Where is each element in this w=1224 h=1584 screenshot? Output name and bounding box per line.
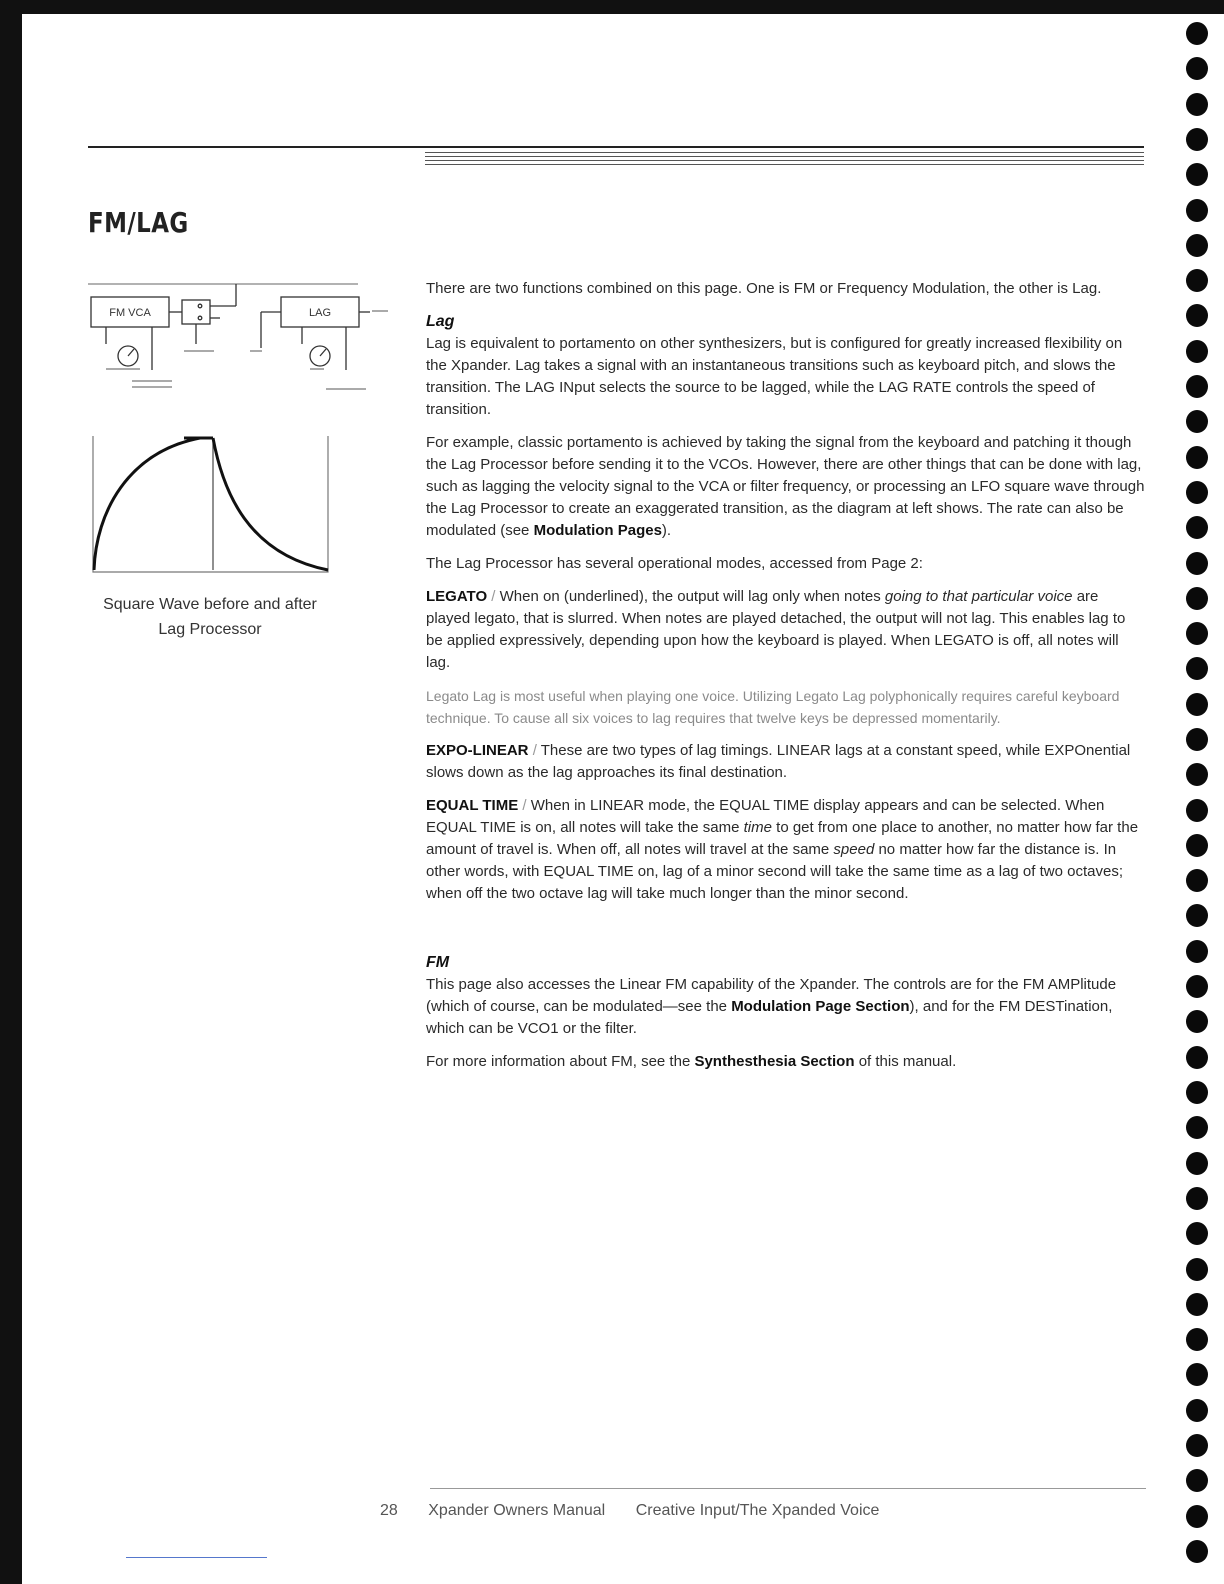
separator-slash: / (522, 797, 527, 814)
binding-hole (1186, 799, 1208, 822)
scan-artifact-line (126, 1557, 267, 1558)
binding-hole (1186, 1116, 1208, 1139)
footer-rule (430, 1488, 1146, 1489)
header-fine-rule (425, 160, 1144, 161)
separator-slash: / (491, 588, 496, 605)
expo-linear-paragraph (426, 740, 1146, 784)
binding-hole (1186, 657, 1208, 680)
binding-hole (1186, 1046, 1208, 1069)
binding-hole (1186, 93, 1208, 116)
binding-hole (1186, 940, 1208, 963)
section-name: Creative Input/The Xpanded Voice (635, 1502, 880, 1519)
binding-hole (1186, 304, 1208, 327)
binding-hole (1186, 269, 1208, 292)
fm-more-end: of this manual. (858, 1053, 957, 1070)
binding-hole (1186, 1187, 1208, 1210)
legato-text-cont: are played legato, that is slurred. When notes are played detached, the output will not lag. This enables lag to be applied expressively, depending upon how the keyboard is played. When LEGATO is off, all notes will lag. (426, 588, 1126, 671)
binding-hole (1186, 446, 1208, 469)
binding-hole (1186, 410, 1208, 433)
fm-text: This page also accesses the Linear FM capability of the Xpander. The controls are for the FM AMPlitude (which of course, can be modulated—see the (426, 976, 1117, 1015)
fm-paragraph (426, 974, 1146, 1040)
intro-paragraph: There are two functions combined on this page. One is FM or Frequency Modulation, the other is Lag. (426, 280, 1102, 297)
fm-text-end: ), and for the FM DESTination, which can be VCO1 or the filter. (426, 998, 1113, 1037)
expo-linear-text: These are two types of lag timings. LINEAR lags at a constant speed, while EXPOnential slows down as the lag approaches its final destination. (426, 742, 1131, 781)
binding-hole (1186, 234, 1208, 257)
binding-hole (1186, 163, 1208, 186)
binding-hole (1186, 552, 1208, 575)
lag-label: LAG (308, 307, 332, 319)
binding-hole (1186, 728, 1208, 751)
binding-hole (1186, 57, 1208, 80)
binding-hole (1186, 763, 1208, 786)
binding-hole (1186, 904, 1208, 927)
binding-hole (1186, 869, 1208, 892)
binding-hole (1186, 975, 1208, 998)
binding-hole (1186, 1293, 1208, 1316)
binding-hole (1186, 1081, 1208, 1104)
main-text-column (426, 278, 1146, 1084)
binding-hole (1186, 693, 1208, 716)
equal-time-paragraph (426, 795, 1146, 905)
header-fine-rule (425, 152, 1144, 153)
binding-hole (1186, 1540, 1208, 1563)
legato-emphasis: going to that particular voice (884, 588, 1073, 605)
binding-hole (1186, 199, 1208, 222)
binding-hole (1186, 22, 1208, 45)
binding-hole (1186, 587, 1208, 610)
binding-hole (1186, 1363, 1208, 1386)
binding-hole (1186, 340, 1208, 363)
signal-flow-diagram (88, 280, 388, 400)
lag-section (426, 311, 1146, 905)
page-title: FM/LAG (88, 206, 189, 239)
equal-time-text: When in LINEAR mode, the EQUAL TIME display appears and can be selected. When EQUAL TIME is on, all notes will take the same (426, 797, 1105, 836)
fm-more-text: For more information about FM, see the (426, 1053, 691, 1070)
section-spacer (426, 916, 1146, 952)
header-rule (88, 146, 1144, 148)
legato-note: Legato Lag is most useful when playing one voice. Utilizing Legato Lag polyphonically requires careful keyboard technique. To cause all six voices to lag requires that twelve keys be depressed momentarily. (426, 688, 1120, 726)
synthesthesia-section-reference: Synthesthesia Section (694, 1053, 855, 1070)
binding-hole (1186, 516, 1208, 539)
lag-waveform-graph (88, 432, 338, 577)
binding-hole (1186, 1505, 1208, 1528)
binding-hole (1186, 375, 1208, 398)
equal-time-term: EQUAL TIME (426, 797, 519, 814)
equal-time-emphasis-time: time (743, 819, 772, 836)
lag-modes-paragraph: The Lag Processor has several operational modes, accessed from Page 2: (426, 555, 923, 572)
binding-hole (1186, 481, 1208, 504)
lag-heading: Lag (426, 313, 455, 330)
binding-hole (1186, 1152, 1208, 1175)
figure-caption: Square Wave before and after Lag Processor (103, 596, 317, 638)
binding-hole (1186, 1258, 1208, 1281)
lag-example-end: ). (661, 522, 672, 539)
legato-paragraph (426, 586, 1146, 674)
modulation-pages-reference: Modulation Pages (533, 522, 662, 539)
fm-heading: FM (426, 954, 450, 971)
lag-example-paragraph (426, 432, 1146, 542)
manual-name: Xpander Owners Manual (428, 1502, 606, 1519)
binding-hole (1186, 834, 1208, 857)
modulation-page-section-reference: Modulation Page Section (731, 998, 910, 1015)
binding-hole (1186, 622, 1208, 645)
binding-hole (1186, 1328, 1208, 1351)
equal-time-text-end: no matter how far the distance is. In other words, with EQUAL TIME on, lag of a minor second will take the same time as a lag of two octaves; when off the two octave lag will take much longer than the minor second. (426, 841, 1123, 902)
binding-hole (1186, 1469, 1208, 1492)
lag-paragraph: Lag is equivalent to portamento on other synthesizers, but is configured for greatly increased flexibility on the Xpander. Lag takes a signal with an instantaneous transitions such as keyboard pitch, and slows the transition. The LAG INput selects the source to be lagged, while the LAG RATE controls the speed of transition. (426, 335, 1123, 418)
equal-time-emphasis-speed: speed (833, 841, 875, 858)
binding-holes (1186, 22, 1210, 1572)
binding-hole (1186, 1399, 1208, 1422)
fm-more-info-paragraph (426, 1051, 1146, 1073)
separator-slash: / (532, 742, 537, 759)
expo-linear-term: EXPO-LINEAR (426, 742, 529, 759)
lag-example-text: For example, classic portamento is achieved by taking the signal from the keyboard and patching it though the Lag Processor before sending it to the VCOs. However, there are other things that can be done with lag, such as lagging the velocity signal to the VCA or filter frequency, or processing an LFO square wave through the Lag Processor to create an exaggerated transition, as the diagram at left shows. The rate can also be modulated (see (426, 434, 1145, 539)
scan-top-border (0, 0, 1224, 14)
legato-term: LEGATO (426, 588, 488, 605)
fm-vca-label: FM VCA (109, 307, 151, 319)
equal-time-text-cont: to get from one place to another, no matter how far the amount of travel is. When off, all notes will travel at the same (426, 819, 1139, 858)
header-fine-rule (425, 156, 1144, 157)
binding-hole (1186, 1434, 1208, 1457)
scan-left-border (0, 0, 22, 1584)
binding-hole (1186, 1222, 1208, 1245)
binding-hole (1186, 1010, 1208, 1033)
page-footer (380, 1502, 905, 1520)
page-number: 28 (380, 1502, 398, 1519)
binding-hole (1186, 128, 1208, 151)
fm-section (426, 952, 1146, 1073)
header-fine-rule (425, 164, 1144, 165)
legato-text: When on (underlined), the output will lag only when notes (499, 588, 881, 605)
